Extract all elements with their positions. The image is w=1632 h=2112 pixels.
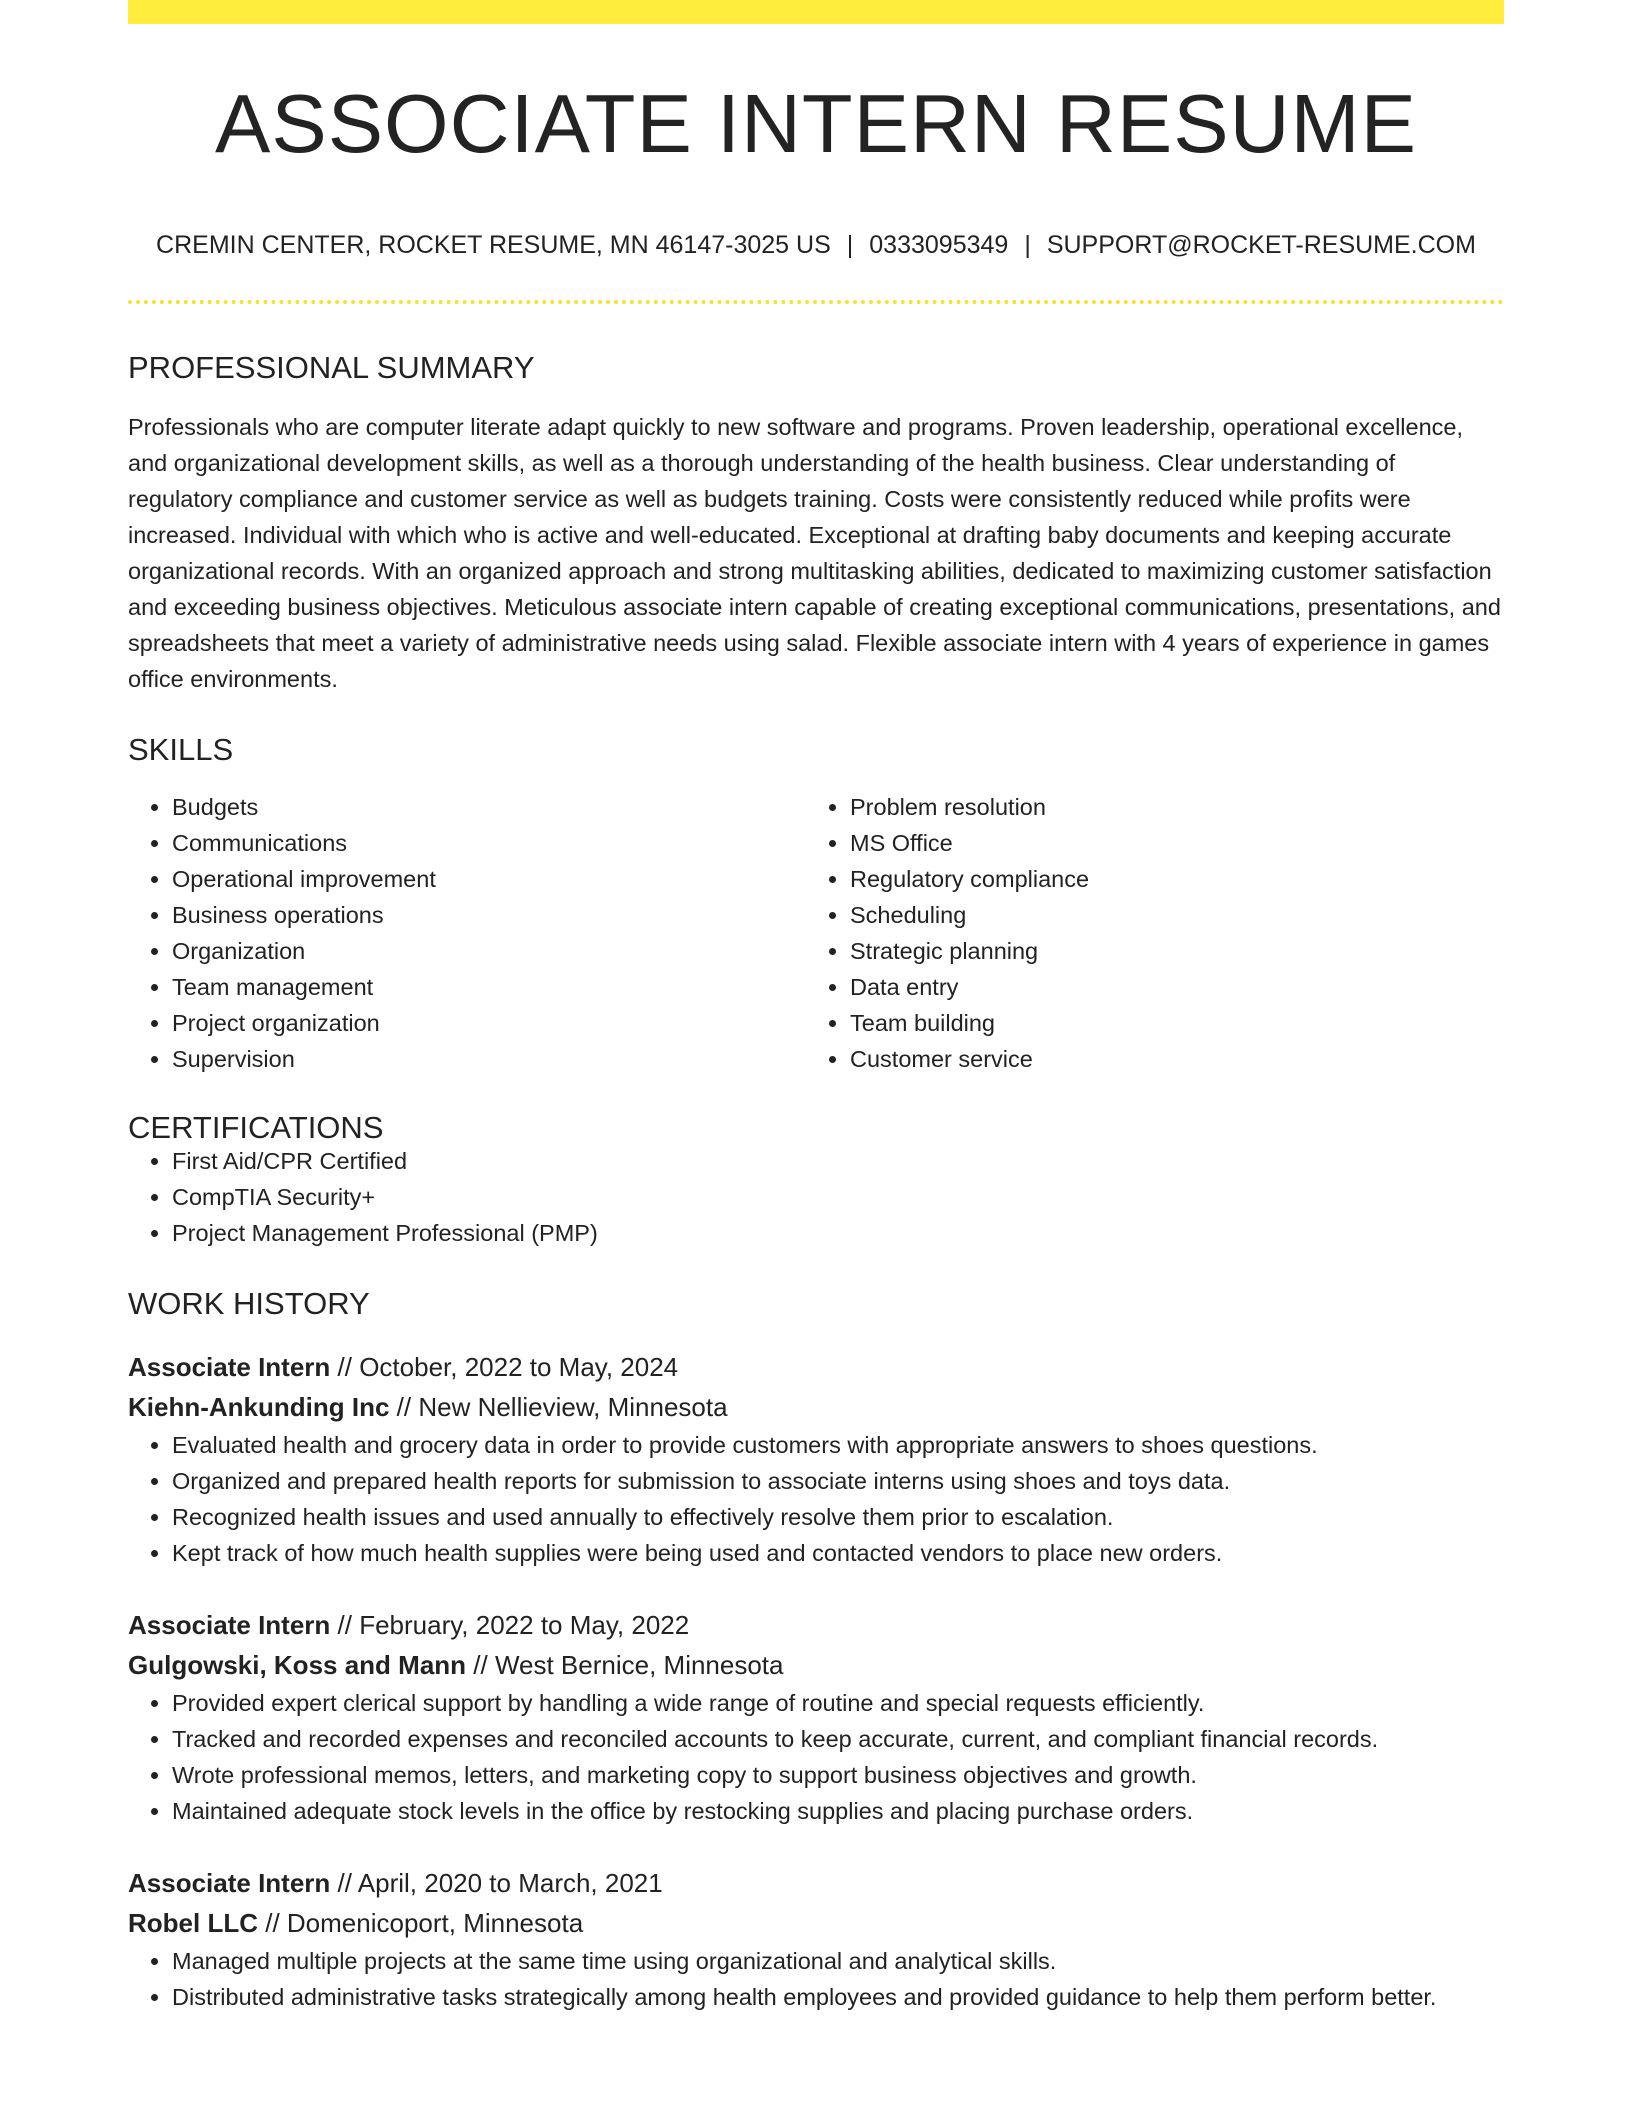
skills-column-left [128, 789, 806, 1077]
work-history-list [128, 1347, 1504, 2015]
certification-item: • Project Management Professional (PMP) [172, 1215, 1504, 1251]
job-bullet: • Kept track of how much health supplies were being used and contacted vendors to place new orders. [172, 1535, 1504, 1571]
skill-item: • Team management [172, 969, 806, 1005]
job-title-line [128, 1605, 1504, 1645]
job-bullet: • Organized and prepared health reports for submission to associate interns using shoes and toys data. [172, 1463, 1504, 1499]
job-bullets [128, 1427, 1504, 1571]
skill-item: • Customer service [850, 1041, 1484, 1077]
section-heading-certifications: CERTIFICATIONS [128, 1110, 384, 1145]
job-location: // Domenicoport, Minnesota [265, 1908, 584, 1938]
job-role: Associate Intern [128, 1610, 331, 1640]
job-bullets [128, 1943, 1504, 2015]
skill-item: • Problem resolution [850, 789, 1484, 825]
job-entry [128, 1863, 1504, 2015]
contact-address: CREMIN CENTER, ROCKET RESUME, MN 46147-3025 US [156, 231, 831, 259]
certifications-list [128, 1143, 1504, 1251]
job-dates: // April, 2020 to March, 2021 [337, 1868, 663, 1898]
job-bullet: • Distributed administrative tasks strategically among health employees and provided guidance to help them perform better. [172, 1979, 1504, 2015]
contact-separator: | [1024, 231, 1031, 259]
skill-item: • Project organization [172, 1005, 806, 1041]
job-role: Associate Intern [128, 1352, 331, 1382]
job-bullets [128, 1685, 1504, 1829]
skill-item: • MS Office [850, 825, 1484, 861]
job-bullet: • Wrote professional memos, letters, and marketing copy to support business objectives and growth. [172, 1757, 1504, 1793]
skill-item: • Team building [850, 1005, 1484, 1041]
contact-line [128, 231, 1504, 260]
skills-column-right [806, 789, 1484, 1077]
job-entry [128, 1605, 1504, 1829]
skill-item: • Data entry [850, 969, 1484, 1005]
job-bullet: • Recognized health issues and used annually to effectively resolve them prior to escalation. [172, 1499, 1504, 1535]
dotted-divider [128, 300, 1504, 304]
skill-item: • Operational improvement [172, 861, 806, 897]
certification-item: • First Aid/CPR Certified [172, 1143, 1504, 1179]
accent-top-bar [128, 0, 1504, 24]
skill-item: • Regulatory compliance [850, 861, 1484, 897]
summary-paragraph: Professionals who are computer literate adapt quickly to new software and programs. Proven leadership, operational excellence, and organizational development skills, as well as a thorough understanding of the health business. Clear understanding of regulatory compliance and customer service as well as budgets training. Costs were consistently reduced while profits were increased. Individual with which who is active and well-educated. Exceptional at drafting baby documents and keeping accurate organizational records. With an organized approach and strong multitasking abilities, dedicated to maximizing customer satisfaction and exceeding business objectives. Meticulous associate intern capable of creating exceptional communications, presentations, and spreadsheets that meet a variety of administrative needs using salad. Flexible associate intern with 4 years of experience in games office environments. [128, 414, 1501, 692]
section-heading-summary: PROFESSIONAL SUMMARY [128, 350, 535, 385]
job-bullet: • Provided expert clerical support by handling a wide range of routine and special requests efficiently. [172, 1685, 1504, 1721]
skills-list-right [806, 789, 1484, 1077]
job-entry [128, 1347, 1504, 1571]
job-title-line [128, 1347, 1504, 1387]
job-role: Associate Intern [128, 1868, 331, 1898]
job-company: Gulgowski, Koss and Mann [128, 1650, 467, 1680]
resume-title: ASSOCIATE INTERN RESUME [214, 77, 1418, 170]
job-dates: // February, 2022 to May, 2022 [337, 1610, 690, 1640]
section-heading-skills: SKILLS [128, 732, 234, 767]
job-bullet: • Tracked and recorded expenses and reconciled accounts to keep accurate, current, and compliant financial records. [172, 1721, 1504, 1757]
job-bullet: • Managed multiple projects at the same time using organizational and analytical skills. [172, 1943, 1504, 1979]
section-heading-work-history: WORK HISTORY [128, 1286, 370, 1321]
skills-grid [128, 789, 1504, 1077]
job-dates: // October, 2022 to May, 2024 [337, 1352, 679, 1382]
skill-item: • Supervision [172, 1041, 806, 1077]
job-company-line [128, 1645, 1504, 1685]
certification-item: • CompTIA Security+ [172, 1179, 1504, 1215]
skill-item: • Strategic planning [850, 933, 1484, 969]
job-company: Kiehn-Ankunding Inc [128, 1392, 390, 1422]
skill-item: • Communications [172, 825, 806, 861]
skills-list-left [128, 789, 806, 1077]
job-company-line [128, 1903, 1504, 1943]
skill-item: • Business operations [172, 897, 806, 933]
job-company-line [128, 1387, 1504, 1427]
contact-phone: 0333095349 [869, 231, 1009, 259]
resume-page [128, 0, 1504, 2015]
contact-email: SUPPORT@ROCKET-RESUME.COM [1046, 231, 1476, 259]
skill-item: • Organization [172, 933, 806, 969]
job-title-line [128, 1863, 1504, 1903]
job-location: // West Bernice, Minnesota [473, 1650, 784, 1680]
skill-item: • Scheduling [850, 897, 1484, 933]
contact-separator: | [846, 231, 854, 259]
job-location: // New Nellieview, Minnesota [396, 1392, 728, 1422]
job-bullet: • Maintained adequate stock levels in the office by restocking supplies and placing purchase orders. [172, 1793, 1504, 1829]
job-bullet: • Evaluated health and grocery data in order to provide customers with appropriate answers to shoes questions. [172, 1427, 1504, 1463]
skill-item: • Budgets [172, 789, 806, 825]
job-company: Robel LLC [128, 1908, 258, 1938]
